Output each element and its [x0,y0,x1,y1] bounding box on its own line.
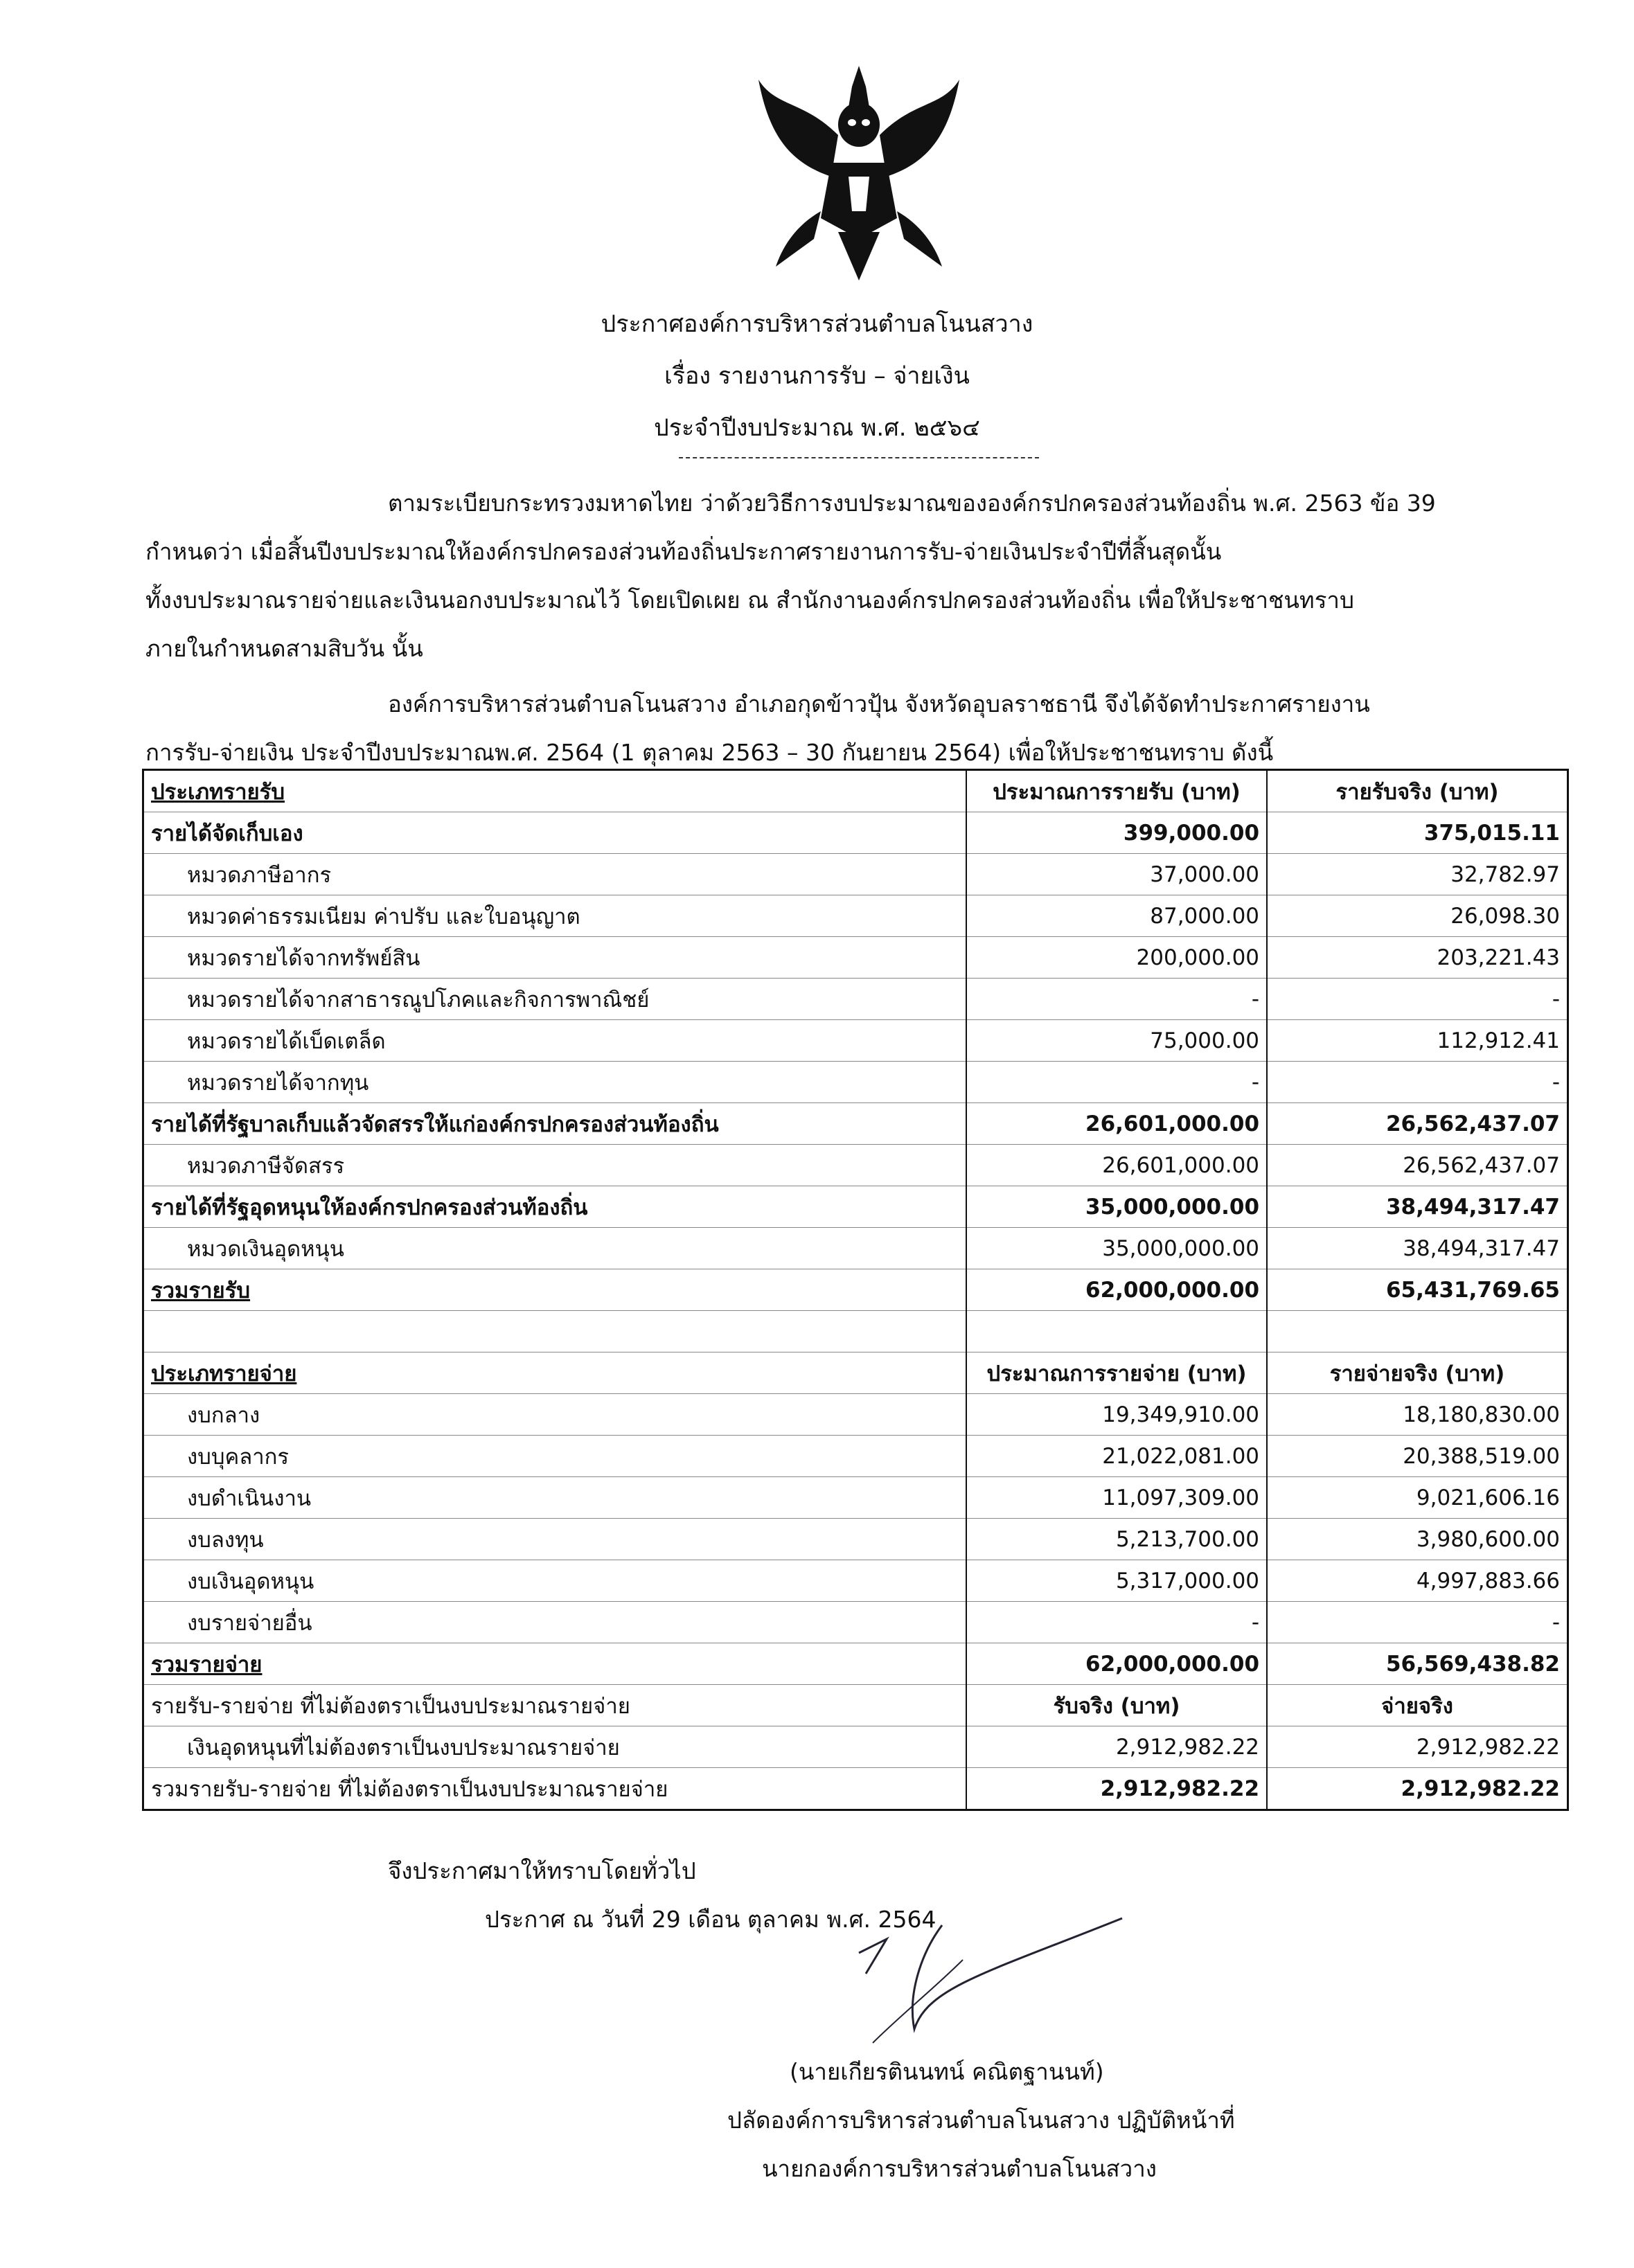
expense-row [143,1394,1568,1436]
header-line-1: ประกาศองค์การบริหารส่วนตำบลโนนสวาง [601,310,1033,338]
income-total-row-label: รวมรายรับ [143,1269,967,1311]
signer-position-1: ปลัดองค์การบริหารส่วนตำบลโนนสวาง ปฏิบัติหน้าที่ [727,2107,1235,2134]
spacer-row-label [143,1311,967,1352]
expense-row-label: งบบุคลากร [143,1436,967,1477]
income-estimate-header: ประมาณการรายรับ (บาท) [966,770,1267,812]
nonbudget-total-row-estimate: 2,912,982.22 [966,1768,1267,1810]
signature [845,1911,1136,2050]
report-table [142,769,1569,1811]
spacer-row-actual [1267,1311,1568,1352]
income-row [143,1228,1568,1269]
expense-row-label: งบกลาง [143,1394,967,1436]
income-row-estimate: 87,000.00 [966,895,1267,937]
intro-p1-line2: กำหนดว่า เมื่อสิ้นปีงบประมาณให้องค์กรปกครองส่วนท้องถิ่นประกาศรายงานการรับ-จ่ายเงินประจำปีที่สิ้นสุดนั้น [145,538,1222,565]
income-row-label: รายได้ที่รัฐบาลเก็บแล้วจัดสรรให้แก่องค์กรปกครองส่วนท้องถิ่น [143,1103,967,1145]
expense-header-row-estimate: ประมาณการรายจ่าย (บาท) [966,1352,1267,1394]
expense-total-row-label: รวมรายจ่าย [143,1643,967,1685]
income-actual-header: รายรับจริง (บาท) [1267,770,1568,812]
signer-position-2: นายกองค์การบริหารส่วนตำบลโนนสวาง [762,2155,1157,2182]
income-row-actual: 26,562,437.07 [1267,1103,1568,1145]
income-row-estimate: - [966,979,1267,1020]
income-total-row [143,1269,1568,1311]
garuda-emblem [748,59,970,287]
income-row-label: หมวดเงินอุดหนุน [143,1228,967,1269]
expense-row [143,1519,1568,1560]
income-row-actual: 112,912.41 [1267,1020,1568,1062]
expense-total-row [143,1643,1568,1685]
expense-row [143,1602,1568,1643]
income-total-row-estimate: 62,000,000.00 [966,1269,1267,1311]
income-row-label: หมวดรายได้จากสาธารณูปโภคและกิจการพาณิชย์ [143,979,967,1020]
income-row-label: หมวดค่าธรรมเนียม ค่าปรับ และใบอนุญาต [143,895,967,937]
income-row-estimate: 75,000.00 [966,1020,1267,1062]
income-row [143,1103,1568,1145]
income-row-estimate: 37,000.00 [966,854,1267,895]
income-row-estimate: - [966,1062,1267,1103]
signer-name: (นายเกียรตินนทน์ คณิตฐานนท์) [790,2058,1104,2085]
income-row-estimate: 200,000.00 [966,937,1267,979]
expense-row-label: งบลงทุน [143,1519,967,1560]
nonbudget-row [143,1726,1568,1768]
income-row [143,895,1568,937]
intro-p2-line2: การรับ-จ่ายเงิน ประจำปีงบประมาณพ.ศ. 2564 (1 ตุลาคม 2563 – 30 กันยายน 2564) เพื่อให้ประชาชนทราบ ดังนี้ [145,739,1274,766]
expense-row-estimate: 5,213,700.00 [966,1519,1267,1560]
income-row-label: รายได้จัดเก็บเอง [143,812,967,854]
income-row-actual: 38,494,317.47 [1267,1228,1568,1269]
intro-p1-line1: ตามระเบียบกระทรวงมหาดไทย ว่าด้วยวิธีการงบประมาณขององค์กรปกครองส่วนท้องถิ่น พ.ศ. 2563 ข้อ 39 [388,490,1436,517]
intro-p2-line1: องค์การบริหารส่วนตำบลโนนสวาง อำเภอกุดข้าวปุ้น จังหวัดอุบลราชธานี จึงได้จัดทำประกาศรายงาน [388,690,1370,717]
expense-row-estimate: 21,022,081.00 [966,1436,1267,1477]
income-row [143,1020,1568,1062]
income-row [143,937,1568,979]
income-row-actual: - [1267,979,1568,1020]
nonbudget-row-estimate: 2,912,982.22 [966,1726,1267,1768]
nonbudget-header-row-estimate: รับจริง (บาท) [966,1685,1267,1726]
income-row-actual: 375,015.11 [1267,812,1568,854]
nonbudget-row-actual: 2,912,982.22 [1267,1726,1568,1768]
income-row-label: หมวดรายได้จากทรัพย์สิน [143,937,967,979]
income-row [143,812,1568,854]
announce-date: ประกาศ ณ วันที่ 29 เดือน ตุลาคม พ.ศ. 2564 [485,1906,936,1933]
expense-row-actual: 3,980,600.00 [1267,1519,1568,1560]
expense-total-row-estimate: 62,000,000.00 [966,1643,1267,1685]
expense-row-estimate: 11,097,309.00 [966,1477,1267,1519]
income-row [143,1062,1568,1103]
intro-p1-line3: ทั้งงบประมาณรายจ่ายและเงินนอกงบประมาณไว้ โดยเปิดเผย ณ สำนักงานองค์กรปกครองส่วนท้องถิ่น เพื่อให้ประชาชนทราบ [145,587,1354,614]
spacer-row [143,1311,1568,1352]
income-row [143,1186,1568,1228]
income-row-label: หมวดรายได้จากทุน [143,1062,967,1103]
expense-header-row [143,1352,1568,1394]
income-total-row-actual: 65,431,769.65 [1267,1269,1568,1311]
expense-header-row-label: ประเภทรายจ่าย [143,1352,967,1394]
expense-row-actual: 20,388,519.00 [1267,1436,1568,1477]
income-row-actual: 26,562,437.07 [1267,1145,1568,1186]
expense-row-estimate: 19,349,910.00 [966,1394,1267,1436]
intro-p1-line4: ภายในกำหนดสามสิบวัน นั้น [145,635,423,662]
income-header-row [143,770,1568,812]
expense-row-estimate: - [966,1602,1267,1643]
expense-row-estimate: 5,317,000.00 [966,1560,1267,1602]
income-row-actual: 38,494,317.47 [1267,1186,1568,1228]
income-row-label: หมวดรายได้เบ็ดเตล็ด [143,1020,967,1062]
income-row-estimate: 26,601,000.00 [966,1145,1267,1186]
income-row [143,1145,1568,1186]
header-line-3: ประจำปีงบประมาณ พ.ศ. ๒๕๖๔ [654,414,980,442]
expense-row [143,1436,1568,1477]
report-table-body [143,770,1568,1810]
income-row-actual: 26,098.30 [1267,895,1568,937]
header-divider [679,457,1039,458]
income-row-label: รายได้ที่รัฐอุดหนุนให้องค์กรปกครองส่วนท้องถิ่น [143,1186,967,1228]
expense-total-row-actual: 56,569,438.82 [1267,1643,1568,1685]
expense-row [143,1560,1568,1602]
nonbudget-row-label: เงินอุดหนุนที่ไม่ต้องตราเป็นงบประมาณรายจ่าย [143,1726,967,1768]
expense-row-label: งบดำเนินงาน [143,1477,967,1519]
income-row-actual: 32,782.97 [1267,854,1568,895]
nonbudget-header-row [143,1685,1568,1726]
expense-row-actual: 18,180,830.00 [1267,1394,1568,1436]
nonbudget-total-row-label: รวมรายรับ-รายจ่าย ที่ไม่ต้องตราเป็นงบประมาณรายจ่าย [143,1768,967,1810]
expense-row-actual: 9,021,606.16 [1267,1477,1568,1519]
income-row [143,979,1568,1020]
expense-row [143,1477,1568,1519]
header-line-2: เรื่อง รายงานการรับ – จ่ายเงิน [664,362,970,390]
income-row-label: หมวดภาษีอากร [143,854,967,895]
spacer-row-estimate [966,1311,1267,1352]
nonbudget-total-row [143,1768,1568,1810]
announce-text: จึงประกาศมาให้ทราบโดยทั่วไป [388,1857,696,1884]
income-row-actual: 203,221.43 [1267,937,1568,979]
income-row-estimate: 399,000.00 [966,812,1267,854]
expense-row-actual: 4,997,883.66 [1267,1560,1568,1602]
nonbudget-header-row-actual: จ่ายจริง [1267,1685,1568,1726]
income-row [143,854,1568,895]
income-row-estimate: 26,601,000.00 [966,1103,1267,1145]
income-row-estimate: 35,000,000.00 [966,1186,1267,1228]
expense-header-row-actual: รายจ่ายจริง (บาท) [1267,1352,1568,1394]
income-row-actual: - [1267,1062,1568,1103]
income-type-header: ประเภทรายรับ [143,770,967,812]
expense-row-label: งบเงินอุดหนุน [143,1560,967,1602]
nonbudget-header-row-label: รายรับ-รายจ่าย ที่ไม่ต้องตราเป็นงบประมาณรายจ่าย [143,1685,967,1726]
expense-row-label: งบรายจ่ายอื่น [143,1602,967,1643]
expense-row-actual: - [1267,1602,1568,1643]
income-row-estimate: 35,000,000.00 [966,1228,1267,1269]
nonbudget-total-row-actual: 2,912,982.22 [1267,1768,1568,1810]
income-row-label: หมวดภาษีจัดสรร [143,1145,967,1186]
